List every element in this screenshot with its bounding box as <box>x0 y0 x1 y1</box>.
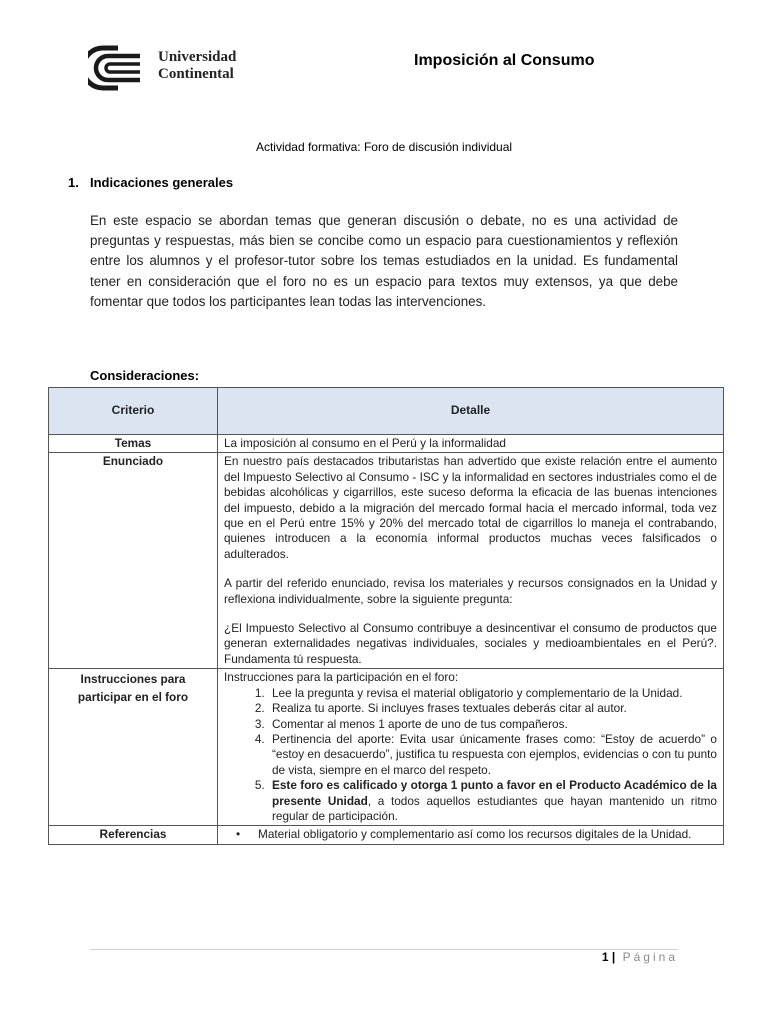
considerations-heading: Consideraciones: <box>90 368 200 383</box>
table-row <box>49 826 724 844</box>
criteria-table <box>48 387 724 845</box>
enunciado-question: ¿El Impuesto Selectivo al Consumo contribuye a desincentivar el consumo de productos que generan externalidades negativas individuales, sociales y medioambientales en el Perú?. Fundamenta tú respuesta. <box>224 621 717 666</box>
references-cell <box>218 826 724 844</box>
temas-value: La imposición al consumo en el Perú y la informalidad <box>218 435 724 453</box>
table-row <box>49 453 724 669</box>
footer-separator: | <box>611 950 616 964</box>
section-heading <box>68 175 233 190</box>
instructions-label: Instrucciones para participar en el foro <box>49 669 218 826</box>
references-list <box>224 827 717 842</box>
table-row <box>49 669 724 826</box>
page-word: Página <box>622 950 678 964</box>
header-criterio: Criterio <box>49 388 218 435</box>
intro-paragraph: En este espacio se abordan temas que generan discusión o debate, no es una actividad de preguntas y respuestas, más bien se concibe como un espacio para cuestionamientos y reflexión entre los alumnos y el profesor-tutor sobre los temas estudiados en la unidad. Es fundamental tener en consideración que el foro no es un espacio para textos muy extensos, ya que debe fomentar que todos los participantes lean todas las intervenciones. <box>90 213 678 309</box>
temas-label: Temas <box>49 435 218 453</box>
references-label: Referencias <box>49 826 218 844</box>
page-footer <box>602 950 678 964</box>
university-logo-text: Universidad Continental <box>158 49 237 82</box>
section-title: Indicaciones generales <box>90 175 234 190</box>
instructions-intro: Instrucciones para la participación en el foro: <box>224 670 459 685</box>
list-item: 4. Pertinencia del aporte: Evita usar únicamente frases como: “Estoy de acuerdo” o “estoy en desacuerdo”, justifica tu respuesta con ejemplos, evidencias o con tu punto de vista, siempre en el marco del respeto. <box>268 732 717 778</box>
list-item: 1. Lee la pregunta y revisa el material obligatorio y complementario de la Unidad. <box>268 686 717 701</box>
enunciado-paragraph: En nuestro país destacados tributaristas han advertido que existe relación entre el aumento del Impuesto Selectivo al Consumo - ISC y la informalidad en sectores industriales como el de bebidas alcohólicas y cigarrillos, este suceso deforma la eficacia de las buenas intenciones del impuesto, debido a la migración del mercado formal hacia el mercado informal, toda vez que en el Perú entre 15% y 20% del mercado total de cigarrillos lo maneja el contrabando, quienes introducen a la economía informal productos muchas veces falsificados o adulterados. <box>224 454 717 561</box>
table-header-row <box>49 388 724 435</box>
enunciado-cell <box>218 453 724 669</box>
activity-subtitle: Actividad formativa: Foro de discusión individual <box>255 140 513 154</box>
graded-note-bold: Este foro es calificado y otorga 1 punto a favor en el Producto Académico de la presente Unidad <box>272 778 717 808</box>
page-number: 1 <box>601 950 609 964</box>
list-item <box>268 778 717 824</box>
list-item: 3. Comentar al menos 1 aporte de uno de tus compañeros. <box>268 717 717 732</box>
document-title: Imposición al Consumo <box>414 52 595 69</box>
instructions-list <box>224 686 717 825</box>
graded-note-rest: , a todos aquellos estudiantes que hayan mantenido un ritmo regular de participación. <box>272 793 717 823</box>
table-row <box>49 435 724 453</box>
enunciado-label: Enunciado <box>49 453 218 669</box>
instructions-cell <box>218 669 724 826</box>
footer-divider <box>90 949 678 950</box>
enunciado-paragraph: A partir del referido enunciado, revisa los materiales y recursos consignados en la Unidad y reflexiona individualmente, sobre la siguiente pregunta: <box>224 576 717 606</box>
list-item: • Material obligatorio y complementario así como los recursos digitales de la Unidad. <box>254 827 717 842</box>
list-item: 2. Realiza tu aporte. Si incluyes frases textuales deberás citar al autor. <box>268 701 717 716</box>
section-number: 1. <box>68 175 79 190</box>
header-detalle: Detalle <box>218 388 724 435</box>
